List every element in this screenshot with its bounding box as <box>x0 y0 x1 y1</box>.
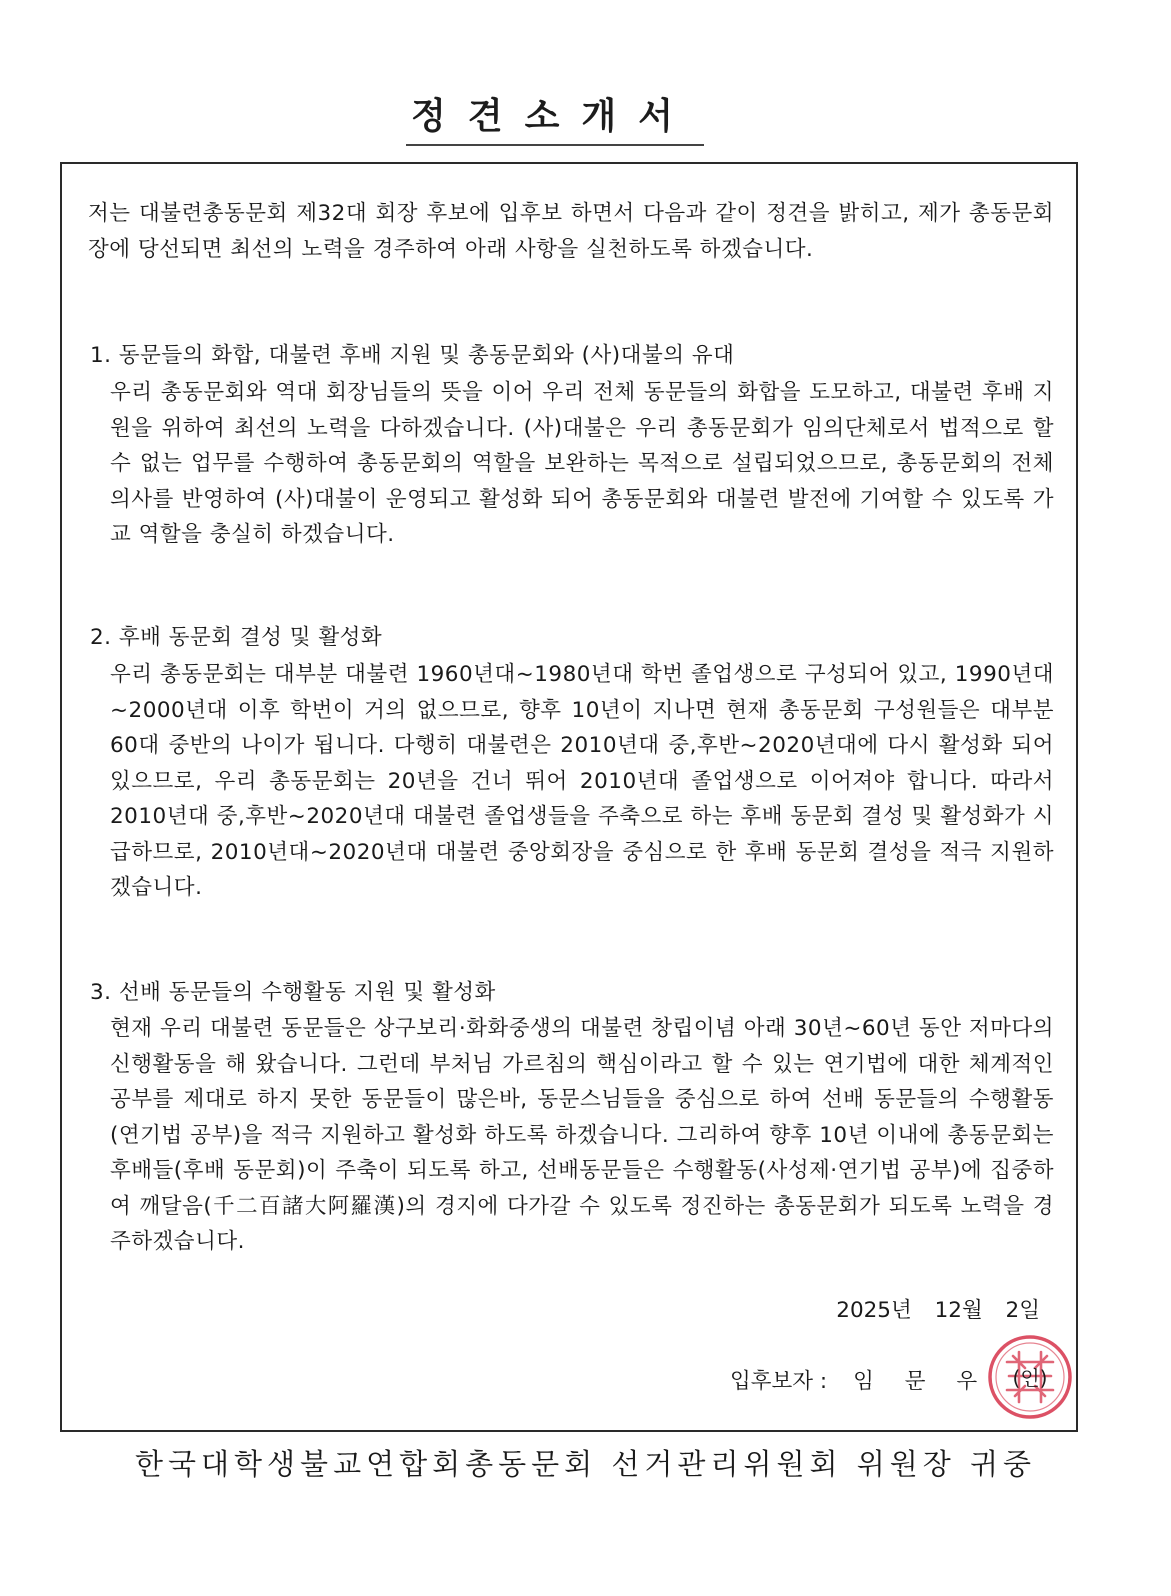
document-title: 정견소개서 <box>411 96 695 137</box>
intro-paragraph: 저는 대불련총동문회 제32대 회장 후보에 입후보 하면서 다음과 같이 정견을 밝히고, 제가 총동문회장에 당선되면 최선의 노력을 경주하여 아래 사항을 실천하도록 하겠습니다. <box>88 201 1054 262</box>
addressee-line: 한국대학생불교연합회총동문회 선거관리위원회 위원장 귀중 <box>134 1447 1037 1481</box>
signer-label: 입후보자 : <box>730 1369 828 1394</box>
signer-name: 임 문 우 <box>853 1369 990 1394</box>
section-1-heading: 1. 동문들의 화합, 대불련 후배 지원 및 총동문회와 (사)대불의 유대 <box>90 343 735 368</box>
seal-stamp-icon <box>985 1332 1075 1422</box>
title-underline <box>406 144 704 146</box>
section-2-body: 우리 총동문회는 대부분 대불련 1960년대~1980년대 학번 졸업생으로 구성되어 있고, 1990년대~2000년대 이후 학번이 거의 없으므로, 향후 10년이 지나면 현재 총동문회 구성원들은 대부분 60대 중반의 나이가 됩니다. 다행히 대불련은 2010년대 중,후반~2020년대에 다시 활성화 되어 있으므로, 우리 총동문회는 20년을 건너 뛰어 2010년대 졸업생으로 이어져야 합니다. 따라서 2010년대 중,후반~2020년대 대불련 졸업생들을 주축으로 하는 후배 동문회 결성 및 활성화가 시급하므로, 2010년대~2020년대 대불련 중앙회장을 중심으로 한 후배 동문회 결성을 적극 지원하겠습니다. <box>110 662 1054 900</box>
section-3-body: 현재 우리 대불련 동문들은 상구보리·화화중생의 대불련 창립이념 아래 30년~60년 동안 저마다의 신행활동을 해 왔습니다. 그런데 부처님 가르침의 핵심이라고 할 수 있는 연기법에 대한 체계적인 공부를 제대로 하지 못한 동문들이 많은바, 동문스님들을 중심으로 하여 선배 동문들의 수행활동(연기법 공부)을 적극 지원하고 활성화 하도록 하겠습니다. 그리하여 향후 10년 이내에 총동문회는 후배들(후배 동문회)이 주축이 되도록 하고, 선배동문들은 수행활동(사성제·연기법 공부)에 집중하여 깨달음(千二百諸大阿羅漢)의 경지에 다가갈 수 있도록 정진하는 총동문회가 되도록 노력을 경주하겠습니다. <box>110 1016 1054 1254</box>
section-3-heading: 3. 선배 동문들의 수행활동 지원 및 활성화 <box>90 980 496 1005</box>
signer-line <box>730 1364 989 1400</box>
document-date: 2025년 12월 2일 <box>836 1298 1040 1323</box>
seal-mark-text: (인) <box>1012 1366 1048 1390</box>
section-1-body: 우리 총동문회와 역대 회장님들의 뜻을 이어 우리 전체 동문들의 화합을 도모하고, 대불련 후배 지원을 위하여 최선의 노력을 다하겠습니다. (사)대불은 우리 총동문회가 임의단체로서 법적으로 할 수 없는 업무를 수행하여 총동문회의 역할을 보완하는 목적으로 설립되었으므로, 총동문회의 전체 의사를 반영하여 (사)대불이 운영되고 활성화 되어 총동문회와 대불련 발전에 기여할 수 있도록 가교 역할을 충실히 하겠습니다. <box>110 380 1054 547</box>
section-2-heading: 2. 후배 동문회 결성 및 활성화 <box>90 625 383 650</box>
